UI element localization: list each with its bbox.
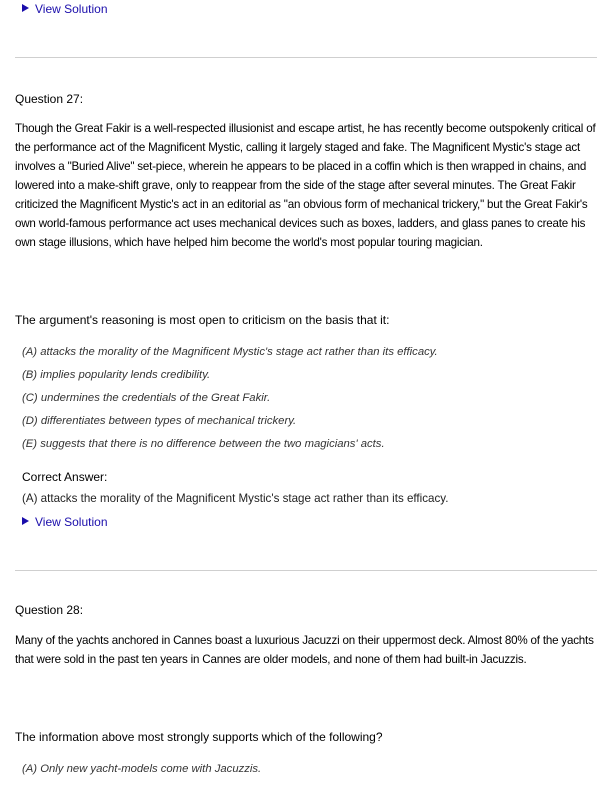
- triangle-right-icon: [22, 4, 29, 12]
- choice-e[interactable]: (E) suggests that there is no difference between the two magicians' acts.: [22, 438, 385, 450]
- question-28-choices: [22, 762, 261, 785]
- choice-b[interactable]: (B) implies popularity lends credibility.: [22, 369, 211, 381]
- question-28-passage: Many of the yachts anchored in Cannes boast a luxurious Jacuzzi on their uppermost deck. Almost 80% of the yachts that were sold in the past ten years in Cannes are older models, and none of them had built-in Jacuzzis.: [15, 634, 594, 666]
- choice-a[interactable]: (A) Only new yacht-models come with Jacuzzis.: [22, 763, 262, 775]
- choice-c[interactable]: (C) undermines the credentials of the Great Fakir.: [22, 392, 271, 404]
- divider: [15, 570, 597, 571]
- triangle-right-icon: [22, 517, 29, 525]
- question-27-choices: [22, 345, 438, 460]
- choice-a[interactable]: (A) attacks the morality of the Magnificent Mystic's stage act rather than its efficacy.: [22, 346, 438, 358]
- question-27-prompt: The argument's reasoning is most open to criticism on the basis that it:: [15, 313, 390, 327]
- question-28-prompt: The information above most strongly supports which of the following?: [15, 730, 383, 744]
- view-solution-label: View Solution: [35, 515, 108, 529]
- view-solution-label: View Solution: [35, 2, 108, 16]
- choice-d[interactable]: (D) differentiates between types of mechanical trickery.: [22, 415, 297, 427]
- correct-answer-label: Correct Answer:: [22, 470, 108, 484]
- question-27-passage: Though the Great Fakir is a well-respected illusionist and escape artist, he has recently become outspokenly critical of the performance act of the Magnificent Mystic, calling it largely staged and fake. The Magnificent Mystic's stage act involves a "Buried Alive" set-piece, wherein he appears to be placed in a coffin which is then wrapped in chains, and lowered into a make-shift grave, only to reappear from the side of the stage after several minutes. The Great Fakir criticized the Magnificent Mystic's act in an editorial as "an obvious form of mechanical trickery," but the Great Fakir's own world-famous performance act uses mechanical devices such as boxes, ladders, and glass panes to create his own stage illusions, which have helped him become the world's most popular touring magician.: [15, 122, 596, 249]
- divider: [15, 57, 597, 58]
- correct-answer-text: (A) attacks the morality of the Magnificent Mystic's stage act rather than its efficacy.: [22, 492, 449, 505]
- view-solution-link-top[interactable]: [22, 2, 108, 16]
- view-solution-link[interactable]: [22, 515, 108, 529]
- question-27-title: Question 27:: [15, 92, 84, 106]
- question-28-title: Question 28:: [15, 603, 84, 617]
